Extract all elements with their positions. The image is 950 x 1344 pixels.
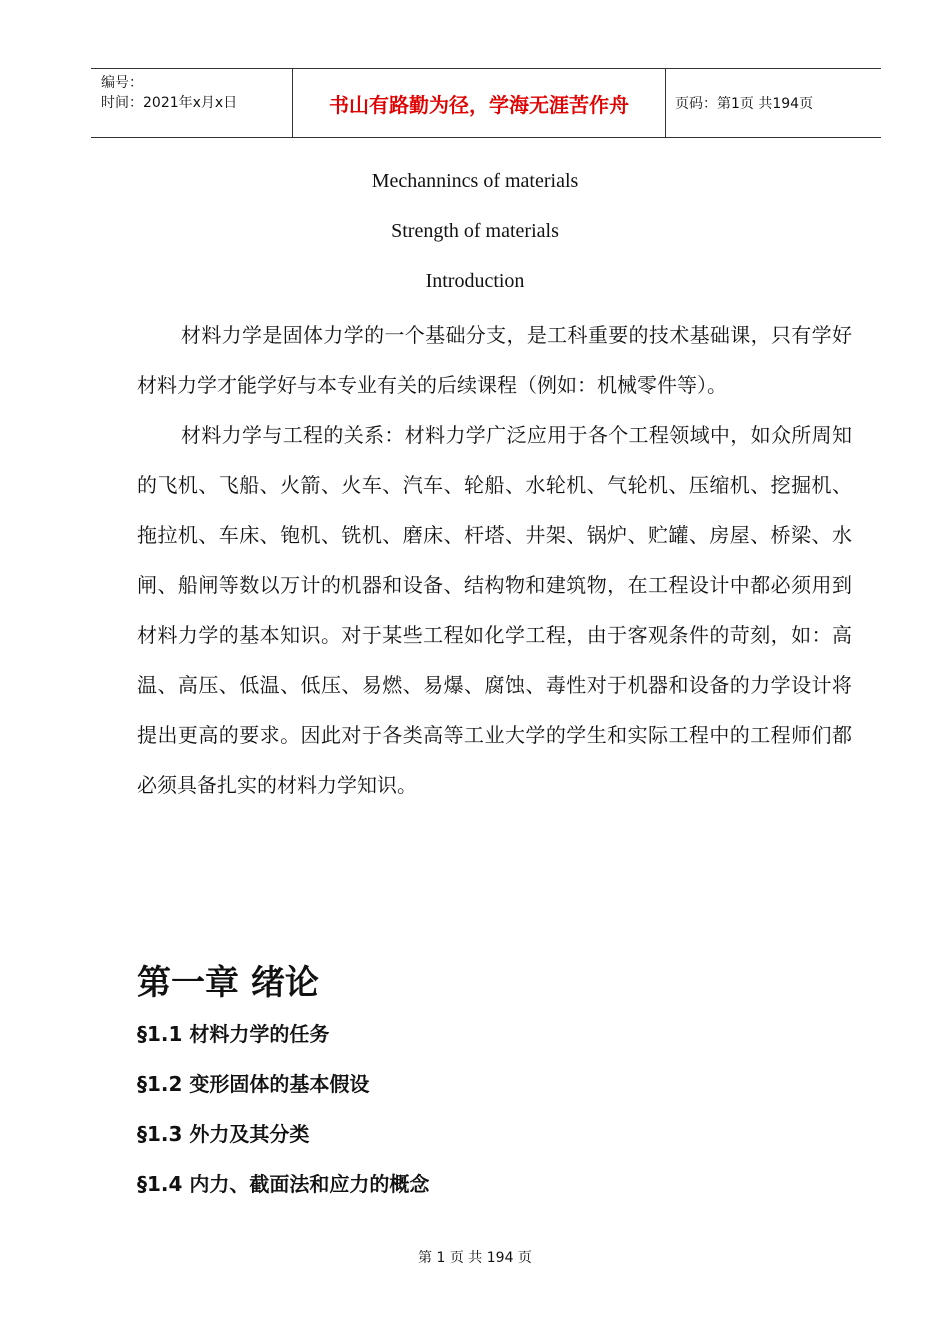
time-label: 时间：2021年x月x日 <box>101 95 238 111</box>
number-label: 编号： <box>101 75 143 91</box>
page-footer: 第 1 页 共 194 页 <box>418 1250 532 1266</box>
header-meta <box>101 73 291 113</box>
title-line-3: Introduction <box>425 270 525 292</box>
section-heading: §1.3 外力及其分类 <box>137 1122 310 1146</box>
title-line-1: Mechannincs of materials <box>371 170 579 192</box>
header-divider <box>665 69 666 137</box>
paragraph-1: 材料力学是固体力学的一个基础分支，是工科重要的技术基础课，只有学好材料力学才能学好与本专业有关的后续课程（例如：机械零件等）。 <box>137 323 852 397</box>
body-text <box>137 310 852 810</box>
paragraph-2: 材料力学与工程的关系：材料力学广泛应用于各个工程领域中，如众所周知的飞机、飞船、火箭、火车、汽车、轮船、水轮机、气轮机、压缩机、挖掘机、拖拉机、车床、铇机、铣机、磨床、杆塔、井架、锅炉、贮罐、房屋、桥梁、水闸、船闸等数以万计的机器和设备、结构物和建筑物，在工程设计中都必须用到材料力学的基本知识。对于某些工程如化学工程，由于客观条件的苛刻，如：高温、高压、低温、低压、易燃、易爆、腐蚀、毒性对于机器和设备的力学设计将提出更高的要求。因此对于各类高等工业大学的学生和实际工程中的工程师们都必须具备扎实的材料力学知识。 <box>137 423 852 797</box>
section-heading: §1.2 变形固体的基本假设 <box>137 1072 370 1096</box>
header-page-info: 页码：第1页 共194页 <box>675 96 814 112</box>
title-line-2: Strength of materials <box>391 220 559 242</box>
section-heading: §1.4 内力、截面法和应力的概念 <box>137 1172 430 1196</box>
section-heading: §1.1 材料力学的任务 <box>137 1022 330 1046</box>
chapter-title: 第一章 绪论 <box>137 963 319 1003</box>
page-header <box>91 68 881 138</box>
header-motto: 书山有路勤为径，学海无涯苦作舟 <box>329 92 629 117</box>
